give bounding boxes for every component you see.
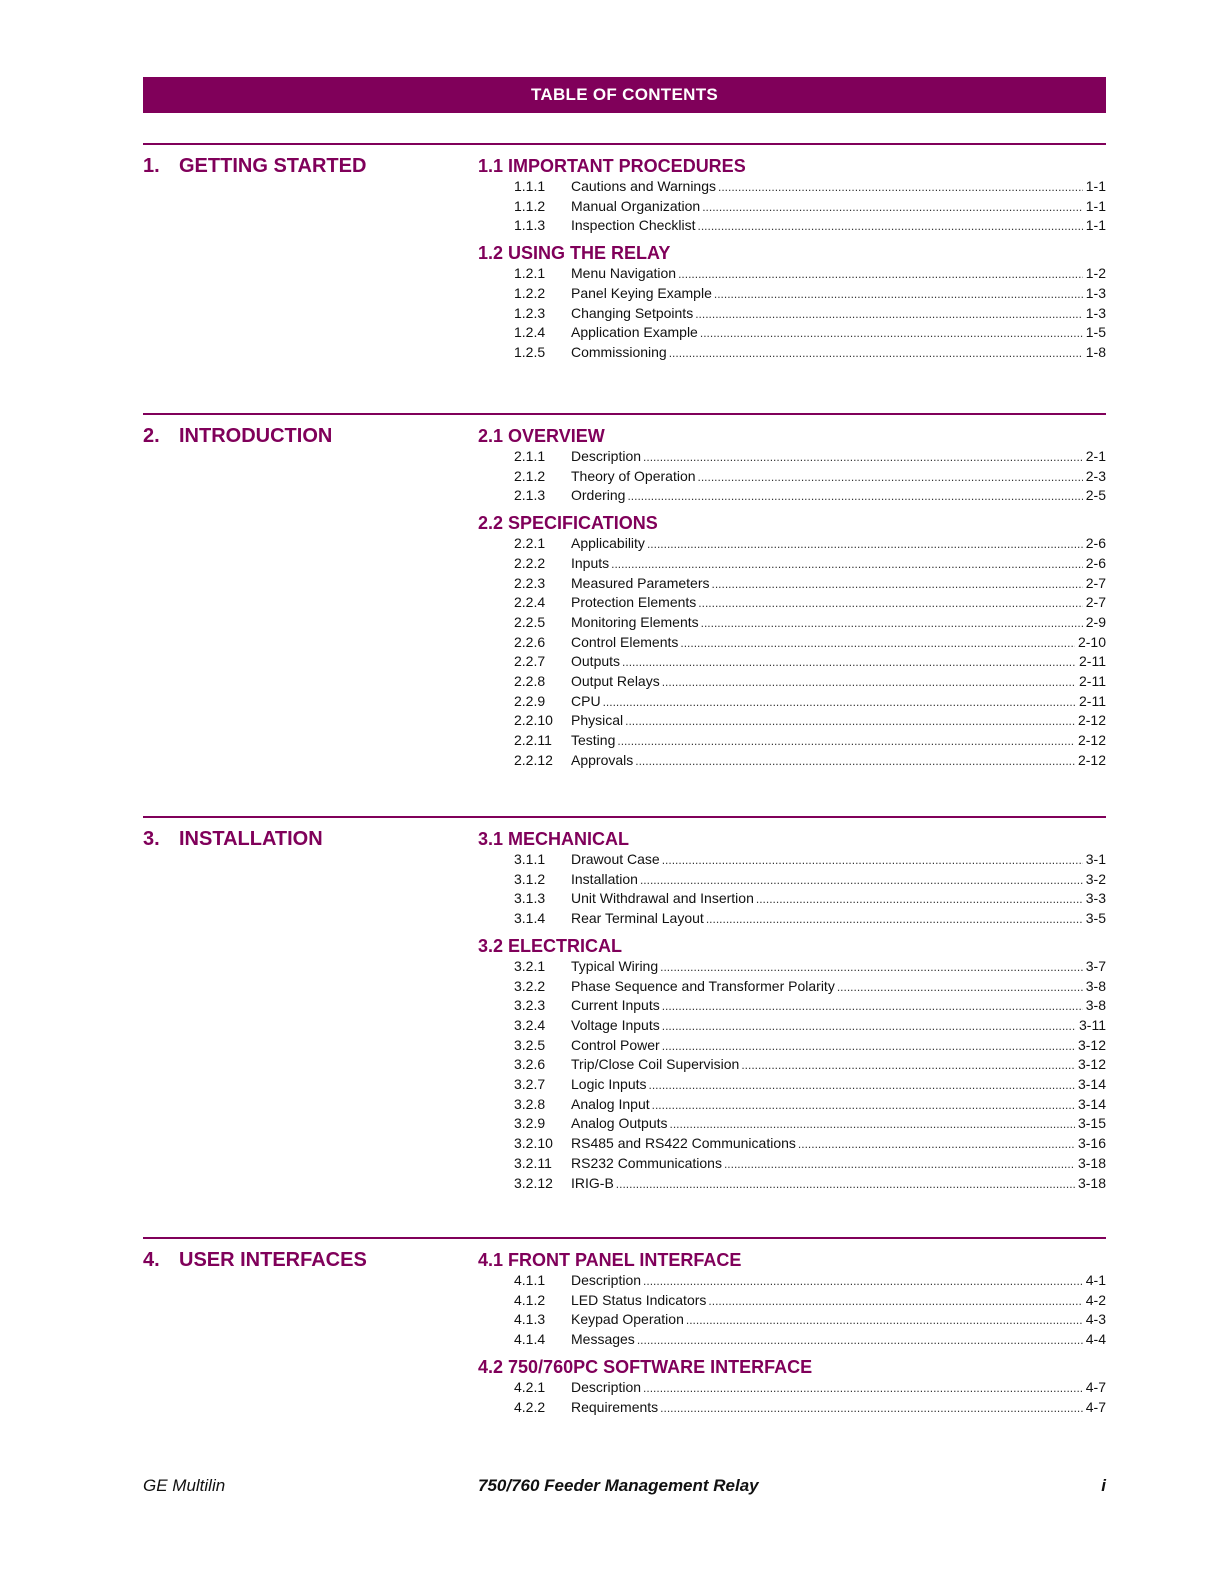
entry-number: 3.2.4 [514,1016,546,1033]
entry-page: 1-3 [1085,284,1106,301]
entry-title: Physical [571,712,624,729]
entry-title: Inputs [571,554,610,571]
toc-entry[interactable] [514,304,1106,324]
entry-title: Commissioning [571,343,667,360]
toc-header-bar [143,77,1106,113]
entry-number: 2.2.2 [514,554,546,571]
entry-title: Inspection Checklist [571,217,696,234]
entry-title: Changing Setpoints [571,304,694,321]
entry-page: 1-1 [1085,178,1106,194]
dot-leader [643,448,1083,467]
entry-number: 2.2.8 [514,673,546,690]
entry-title: Control Elements [571,633,679,650]
entry-number: 3.2.1 [514,957,546,974]
dot-leader [616,1175,1075,1194]
toc-entry[interactable] [514,1378,1106,1398]
dot-leader [714,285,1083,304]
toc-entry[interactable] [514,1310,1106,1330]
toc-entry[interactable] [514,652,1106,672]
dot-leader [724,1155,1075,1174]
section-heading[interactable]: 4.2 750/760PC SOFTWARE INTERFACE [478,1356,813,1377]
toc-entry[interactable] [514,323,1106,343]
entry-number: 1.2.4 [514,324,546,341]
chapter-divider [143,143,1106,145]
entry-page: 2-12 [1077,732,1106,749]
dot-leader [702,198,1083,217]
entry-title: Unit Withdrawal and Insertion [571,890,754,907]
dot-leader [678,265,1083,284]
dot-leader [617,732,1075,751]
entry-list [514,447,1106,506]
dot-leader [741,1056,1075,1075]
toc-entry[interactable] [514,1134,1106,1154]
entry-number: 1.1.1 [514,178,546,194]
entry-number: 3.2.12 [514,1174,553,1191]
toc-entry[interactable] [514,1398,1106,1418]
dot-leader [625,712,1075,731]
entry-page: 3-8 [1085,997,1106,1014]
page-footer [143,1476,1106,1498]
entry-number: 1.2.5 [514,343,546,360]
entry-page: 2-7 [1085,594,1106,611]
dot-leader [643,1379,1083,1398]
entry-number: 3.1.2 [514,870,546,887]
dot-leader [662,997,1083,1016]
chapter-divider [143,413,1106,415]
toc-entry[interactable] [514,1114,1106,1134]
entry-number: 4.1.4 [514,1331,546,1348]
entry-number: 1.2.3 [514,304,546,321]
entry-title: Rear Terminal Layout [571,910,704,927]
toc-entry[interactable] [514,1055,1106,1075]
entry-number: 3.2.8 [514,1095,546,1112]
section-heading[interactable]: 2.1 OVERVIEW [478,426,605,446]
entry-page: 3-12 [1077,1056,1106,1073]
dot-leader [701,614,1083,633]
dot-leader [700,324,1083,343]
entry-title: Measured Parameters [571,574,710,591]
entry-title: Logic Inputs [571,1076,647,1093]
entry-number: 3.2.11 [514,1154,552,1171]
dot-leader [698,217,1083,236]
entry-page: 3-18 [1077,1174,1106,1191]
entry-title: Installation [571,870,638,887]
toc-entry[interactable] [514,486,1106,506]
entry-page: 3-16 [1077,1135,1106,1152]
dot-leader [611,555,1083,574]
dot-leader [603,693,1076,712]
section-list [478,1249,1106,1423]
dot-leader [662,673,1076,692]
toc-entry[interactable] [514,554,1106,574]
entry-number: 2.2.10 [514,712,553,729]
dot-leader [686,1311,1083,1330]
entry-page: 3-1 [1085,851,1106,867]
entry-list [514,850,1106,929]
section-heading[interactable]: 1.1 IMPORTANT PROCEDURES [478,156,746,176]
section-list [478,828,1106,1199]
chapter [143,1237,1106,1415]
toc-title: TABLE OF CONTENTS [530,85,719,104]
entry-page: 3-12 [1077,1036,1106,1053]
entry-list [514,534,1106,770]
entry-page: 2-7 [1085,574,1106,591]
entry-number: 1.2.2 [514,284,546,301]
entry-page: 2-6 [1085,535,1106,552]
dot-leader [669,344,1083,363]
toc-entry[interactable] [514,996,1106,1016]
chapter-title: USER INTERFACES [179,1249,367,1271]
entry-title: LED Status Indicators [571,1291,707,1308]
section-list [478,425,1106,777]
entry-number: 4.1.2 [514,1291,546,1308]
entry-number: 2.2.1 [514,535,546,552]
chapter-title: GETTING STARTED [179,155,367,177]
toc-entry[interactable] [514,1154,1106,1174]
entry-page: 2-10 [1077,633,1106,650]
entry-page: 1-5 [1085,324,1106,341]
section-heading[interactable]: 3.2 ELECTRICAL [478,935,623,956]
dot-leader [635,752,1075,771]
entry-title: Voltage Inputs [571,1016,660,1033]
entry-title: Outputs [571,653,621,670]
chapter-divider [143,1237,1106,1239]
entry-title: Description [571,1272,642,1288]
entry-page: 3-14 [1077,1076,1106,1093]
entry-number: 3.1.1 [514,851,546,867]
entry-number: 2.1.1 [514,448,546,464]
entry-list [514,177,1106,236]
entry-number: 2.2.12 [514,751,553,768]
entry-page: 1-1 [1085,197,1106,214]
toc-entry[interactable] [514,574,1106,594]
entry-page: 3-7 [1085,957,1106,974]
chapter-divider [143,816,1106,818]
dot-leader [660,1399,1083,1418]
footer-page-number: i [1101,1476,1106,1495]
toc-entry[interactable] [514,216,1106,236]
toc-entry[interactable] [514,672,1106,692]
toc-entry[interactable] [514,870,1106,890]
toc-entry[interactable] [514,613,1106,633]
toc-entry[interactable] [514,850,1106,870]
dot-leader [798,1135,1075,1154]
entry-page: 3-14 [1077,1095,1106,1112]
entry-list [514,957,1106,1193]
entry-number: 3.2.5 [514,1036,546,1053]
entry-title: Theory of Operation [571,467,696,484]
footer-manual-title: 750/760 Feeder Management Relay [478,1476,759,1495]
entry-number: 3.2.7 [514,1076,546,1093]
entry-number: 2.2.3 [514,574,546,591]
entry-title: Cautions and Warnings [571,178,717,194]
entry-title: Panel Keying Example [571,284,712,301]
entry-page: 1-8 [1085,343,1106,360]
section-heading[interactable]: 1.2 USING THE RELAY [478,243,671,264]
entry-number: 2.1.2 [514,467,546,484]
entry-list [514,1271,1106,1350]
toc-entry[interactable] [514,1271,1106,1291]
entry-number: 2.2.4 [514,594,546,611]
entry-title: CPU [571,692,601,709]
entry-page: 3-15 [1077,1115,1106,1132]
entry-page: 3-2 [1085,870,1106,887]
dot-leader [718,178,1083,197]
entry-number: 3.2.6 [514,1056,546,1073]
chapter-heading[interactable] [143,155,366,178]
toc-entry[interactable] [514,751,1106,771]
entry-number: 1.2.1 [514,265,546,282]
chapter-number: 3. [143,828,160,850]
entry-title: Approvals [571,751,634,768]
entry-title: Control Power [571,1036,660,1053]
chapter-title: INSTALLATION [179,828,323,850]
entry-page: 3-5 [1085,910,1106,927]
entry-page: 2-11 [1079,673,1106,690]
toc-entry[interactable] [514,593,1106,613]
entry-title: Menu Navigation [571,265,677,282]
entry-number: 3.1.3 [514,890,546,907]
entry-number: 2.1.3 [514,487,546,504]
dot-leader [660,958,1083,977]
toc-entry[interactable] [514,711,1106,731]
section-heading[interactable]: 2.2 SPECIFICATIONS [478,513,658,534]
entry-title: Drawout Case [571,851,660,867]
entry-title: Output Relays [571,673,660,690]
entry-page: 4-7 [1085,1398,1106,1415]
entry-page: 2-12 [1077,712,1106,729]
dot-leader [680,634,1075,653]
entry-title: Manual Organization [571,197,701,214]
toc-entry[interactable] [514,447,1106,467]
toc-entry[interactable] [514,1330,1106,1350]
entry-number: 1.1.2 [514,197,546,214]
entry-number: 2.2.6 [514,633,546,650]
entry-title: Application Example [571,324,698,341]
chapter-heading[interactable] [143,828,323,851]
entry-page: 2-1 [1085,448,1106,464]
chapter [143,143,1106,360]
dot-leader [637,1331,1083,1350]
dot-leader [640,871,1083,890]
dot-leader [652,1096,1075,1115]
dot-leader [622,653,1076,672]
dot-leader [837,978,1083,997]
toc-entry[interactable] [514,1291,1106,1311]
toc-entry[interactable] [514,284,1106,304]
dot-leader [662,1017,1076,1036]
toc-entry[interactable] [514,1174,1106,1194]
entry-page: 4-4 [1085,1331,1106,1348]
toc-entry[interactable] [514,1016,1106,1036]
entry-title: Current Inputs [571,997,660,1014]
chapter-title: INTRODUCTION [179,425,333,447]
entry-number: 3.1.4 [514,910,546,927]
dot-leader [649,1076,1075,1095]
entry-page: 3-18 [1077,1154,1106,1171]
dot-leader [662,851,1083,870]
entry-page: 4-2 [1085,1291,1106,1308]
entry-number: 4.2.2 [514,1398,546,1415]
entry-number: 3.2.10 [514,1135,553,1152]
entry-page: 2-11 [1079,653,1106,670]
chapter-heading[interactable] [143,1249,367,1272]
entry-title: Analog Input [571,1095,650,1112]
entry-title: Analog Outputs [571,1115,668,1132]
entry-title: Phase Sequence and Transformer Polarity [571,977,835,994]
toc-entry[interactable] [514,1095,1106,1115]
dot-leader [662,1037,1075,1056]
chapter-number: 2. [143,425,160,447]
toc-entry[interactable] [514,1036,1106,1056]
entry-number: 2.2.5 [514,613,546,630]
entry-title: Description [571,448,642,464]
toc-entry[interactable] [514,909,1106,929]
toc-entry[interactable] [514,343,1106,363]
entry-number: 4.1.1 [514,1272,546,1288]
dot-leader [643,1272,1083,1291]
entry-page: 4-1 [1085,1272,1106,1288]
entry-title: Ordering [571,487,626,504]
toc-entry[interactable] [514,977,1106,997]
toc-entry[interactable] [514,534,1106,554]
entry-page: 4-7 [1085,1378,1106,1395]
entry-title: Messages [571,1331,635,1348]
entry-list [514,1378,1106,1417]
dot-leader [706,910,1083,929]
entry-number: 3.2.3 [514,997,546,1014]
entry-number: 1.1.3 [514,217,546,234]
entry-title: Monitoring Elements [571,613,699,630]
toc-entry[interactable] [514,731,1106,751]
entry-number: 3.2.2 [514,977,546,994]
entry-title: RS232 Communications [571,1154,722,1171]
entry-number: 4.1.3 [514,1311,546,1328]
toc-entry[interactable] [514,1075,1106,1095]
entry-title: Requirements [571,1398,659,1415]
toc-entry[interactable] [514,957,1106,977]
section-list [478,155,1106,369]
entry-title: IRIG-B [571,1174,614,1191]
chapter-number: 1. [143,155,160,177]
chapter-heading[interactable] [143,425,332,448]
entry-title: RS485 and RS422 Communications [571,1135,796,1152]
entry-number: 3.2.9 [514,1115,546,1132]
entry-title: Trip/Close Coil Supervision [571,1056,740,1073]
entry-page: 3-3 [1085,890,1106,907]
entry-list [514,264,1106,363]
dot-leader [712,575,1083,594]
toc-entry[interactable] [514,633,1106,653]
entry-page: 1-1 [1085,217,1106,234]
entry-title: Testing [571,732,616,749]
toc-entry[interactable] [514,197,1106,217]
entry-number: 2.2.11 [514,732,552,749]
entry-number: 4.2.1 [514,1378,546,1395]
dot-leader [647,535,1083,554]
entry-title: Description [571,1378,642,1395]
chapter [143,413,1106,768]
entry-number: 2.2.7 [514,653,546,670]
footer-company: GE Multilin [143,1476,226,1495]
dot-leader [708,1292,1082,1311]
dot-leader [627,487,1082,506]
dot-leader [695,305,1083,324]
entry-page: 2-11 [1079,692,1106,709]
toc-entry[interactable] [514,467,1106,487]
chapter-number: 4. [143,1249,160,1271]
entry-page: 1-2 [1085,265,1106,282]
dot-leader [698,468,1083,487]
dot-leader [756,890,1083,909]
entry-page: 2-5 [1085,487,1106,504]
toc-entry[interactable] [514,264,1106,284]
entry-page: 3-11 [1079,1016,1106,1033]
entry-page: 2-9 [1085,613,1106,630]
entry-page: 2-3 [1085,467,1106,484]
toc-entry[interactable] [514,889,1106,909]
entry-page: 4-3 [1085,1311,1106,1328]
section-heading[interactable]: 3.1 MECHANICAL [478,829,630,849]
entry-page: 3-8 [1085,977,1106,994]
entry-page: 2-12 [1077,751,1106,768]
entry-title: Keypad Operation [571,1311,684,1328]
toc-entry[interactable] [514,692,1106,712]
section-heading[interactable]: 4.1 FRONT PANEL INTERFACE [478,1250,742,1270]
toc-entry[interactable] [514,177,1106,197]
dot-leader [698,594,1082,613]
entry-title: Protection Elements [571,594,697,611]
entry-page: 2-6 [1085,554,1106,571]
entry-title: Typical Wiring [571,957,659,974]
entry-number: 2.2.9 [514,692,546,709]
entry-title: Applicability [571,535,645,552]
dot-leader [670,1115,1075,1134]
chapter [143,816,1106,1191]
entry-page: 1-3 [1085,304,1106,321]
